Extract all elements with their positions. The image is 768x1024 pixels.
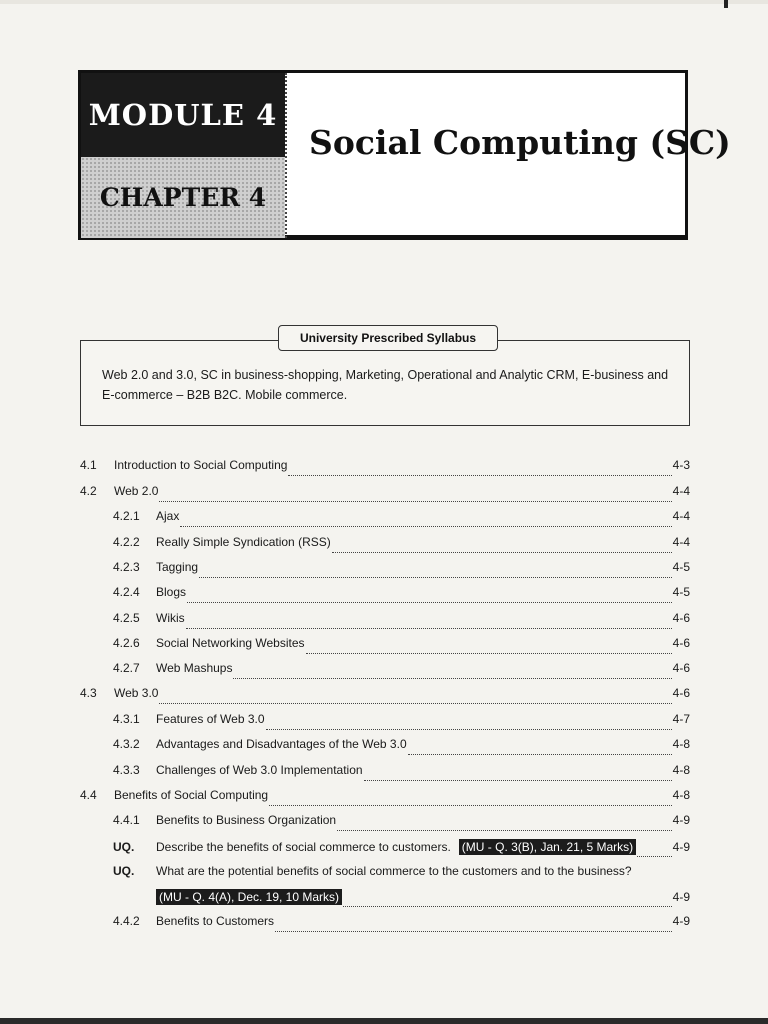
toc-leader (159, 491, 671, 502)
toc-number: 4.2.7 (113, 661, 140, 675)
toc-leader (199, 567, 672, 578)
toc-title: Challenges of Web 3.0 Implementation (156, 763, 363, 777)
toc-page: 4-3 (672, 458, 690, 472)
syllabus-line-2: E-commerce – B2B B2C. Mobile commerce. (102, 388, 348, 402)
toc-leader (233, 668, 671, 679)
toc-leader (332, 542, 672, 553)
toc-number: 4.2.4 (113, 585, 140, 599)
toc-page: 4-5 (672, 585, 690, 599)
toc-title: Introduction to Social Computing (114, 458, 288, 472)
toc-page: 4-6 (672, 636, 690, 650)
toc-page: 4-9 (672, 813, 690, 827)
uq-label: UQ. (113, 840, 135, 854)
header-divider (285, 73, 287, 238)
toc-title: Social Networking Websites (156, 636, 305, 650)
toc-title: Web 3.0 (114, 686, 159, 700)
toc-entry[interactable] (113, 737, 690, 757)
toc-entry[interactable] (113, 611, 690, 631)
toc-entry[interactable] (113, 813, 690, 833)
toc-leader (159, 693, 671, 704)
toc-number: 4.3.1 (113, 712, 140, 726)
toc-page: 4-8 (672, 737, 690, 751)
toc-number: 4.3.2 (113, 737, 140, 751)
toc-title: Tagging (156, 560, 199, 574)
toc-number: 4.2.6 (113, 636, 140, 650)
toc-leader (266, 719, 672, 730)
toc-page: 4-8 (672, 788, 690, 802)
toc-title: Ajax (156, 509, 180, 523)
toc-entry[interactable] (113, 636, 690, 656)
exam-reference-badge: (MU - Q. 4(A), Dec. 19, 10 Marks) (156, 889, 342, 905)
toc-number: 4.2.2 (113, 535, 140, 549)
toc-page: 4-6 (672, 686, 690, 700)
toc-entry[interactable] (113, 914, 690, 934)
toc-leader (275, 921, 672, 932)
toc-title: Web Mashups (156, 661, 233, 675)
toc-leader (408, 744, 672, 755)
toc-leader (306, 643, 672, 654)
toc-leader (269, 795, 672, 806)
toc-number: 4.4 (80, 788, 97, 802)
toc-title: Describe the benefits of social commerce to customers. (156, 840, 451, 854)
toc-title: Benefits of Social Computing (114, 788, 269, 802)
toc-page: 4-9 (672, 914, 690, 928)
syllabus-line-1: Web 2.0 and 3.0, SC in business-shopping, Marketing, Operational and Analytic CRM, E-business and (102, 368, 669, 382)
toc-number: 4.4.1 (113, 813, 140, 827)
toc-leader (364, 770, 672, 781)
toc-leader (343, 896, 672, 907)
toc-entry-question[interactable] (113, 864, 690, 884)
toc-title: Benefits to Business Organization (156, 813, 337, 827)
page-top-edge (0, 0, 768, 4)
toc-entry[interactable] (113, 560, 690, 580)
toc-number: 4.2.3 (113, 560, 140, 574)
toc-number: 4.4.2 (113, 914, 140, 928)
scan-corner-mark (724, 0, 728, 8)
toc-entry[interactable] (80, 458, 690, 478)
toc-page: 4-4 (672, 535, 690, 549)
toc-number: 4.2.5 (113, 611, 140, 625)
toc-leader (180, 516, 671, 527)
chapter-label: CHAPTER 4 (81, 157, 285, 238)
toc-leader (637, 846, 671, 857)
syllabus-text (102, 365, 672, 405)
chapter-header (78, 70, 731, 238)
toc-entry-continuation[interactable] (156, 889, 690, 909)
page-bottom-edge (0, 1018, 768, 1024)
chapter-title: Social Computing (SC) (309, 123, 731, 162)
toc-leader (186, 618, 672, 629)
module-label: MODULE 4 (81, 73, 285, 157)
toc-number: 4.1 (80, 458, 97, 472)
toc-leader (288, 465, 671, 476)
toc-number: 4.3.3 (113, 763, 140, 777)
toc-page: 4-9 (672, 840, 690, 854)
toc-page: 4-9 (672, 890, 690, 904)
toc-title: Wikis (156, 611, 185, 625)
toc-entry[interactable] (113, 535, 690, 555)
toc-entry[interactable] (80, 484, 690, 504)
toc-title: What are the potential benefits of social commerce to the customers and to the business? (156, 864, 632, 878)
toc-title: Blogs (156, 585, 187, 599)
toc-leader (187, 592, 672, 603)
toc-entry[interactable] (113, 712, 690, 732)
toc-entry[interactable] (80, 686, 690, 706)
toc-entry[interactable] (113, 585, 690, 605)
toc-entry[interactable] (113, 763, 690, 783)
toc-page: 4-6 (672, 661, 690, 675)
toc-number: 4.2.1 (113, 509, 140, 523)
toc-page: 4-4 (672, 509, 690, 523)
toc-title: Web 2.0 (114, 484, 159, 498)
toc-entry[interactable] (113, 661, 690, 681)
toc-page: 4-4 (672, 484, 690, 498)
toc-title: Benefits to Customers (156, 914, 275, 928)
toc-entry[interactable] (113, 509, 690, 529)
toc-title: Advantages and Disadvantages of the Web 3.0 (156, 737, 407, 751)
uq-label: UQ. (113, 864, 135, 878)
toc-entry[interactable] (80, 788, 690, 808)
toc-number: 4.2 (80, 484, 97, 498)
toc-title: Really Simple Syndication (RSS) (156, 535, 331, 549)
toc-title: Features of Web 3.0 (156, 712, 265, 726)
toc-page: 4-8 (672, 763, 690, 777)
exam-reference-badge: (MU - Q. 3(B), Jan. 21, 5 Marks) (459, 839, 636, 855)
toc-number: 4.3 (80, 686, 97, 700)
toc-page: 4-6 (672, 611, 690, 625)
toc-page: 4-7 (672, 712, 690, 726)
syllabus-heading: University Prescribed Syllabus (278, 325, 498, 351)
toc-page: 4-5 (672, 560, 690, 574)
toc-entry-question[interactable] (113, 839, 690, 859)
toc-leader (337, 820, 672, 831)
